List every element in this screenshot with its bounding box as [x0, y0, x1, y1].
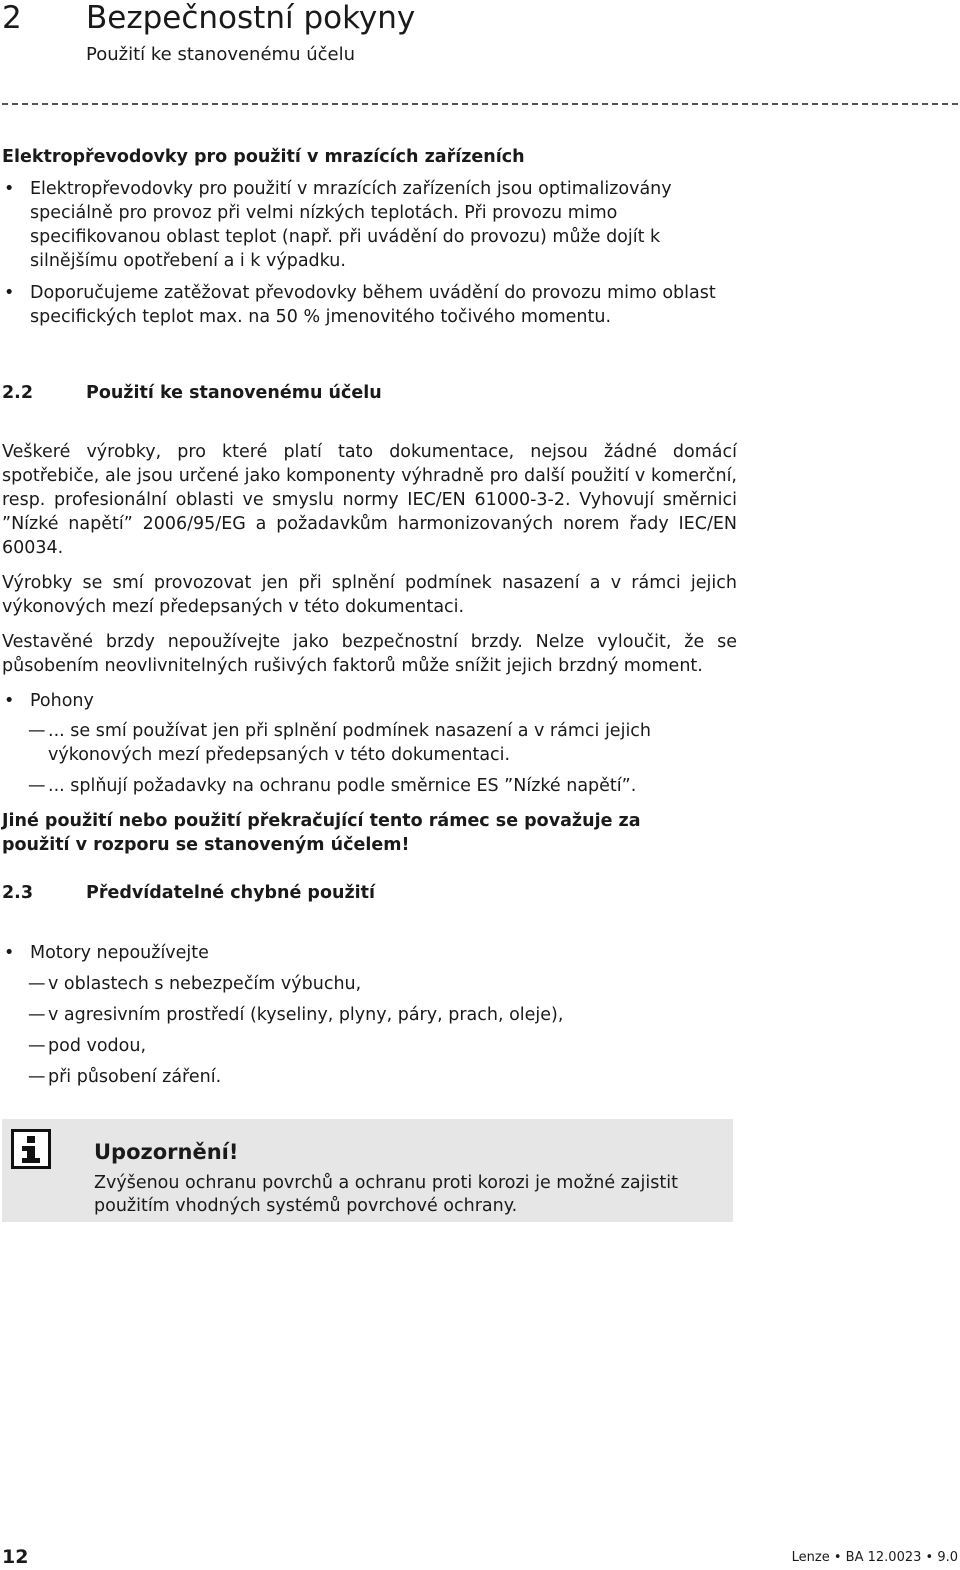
header-divider — [2, 103, 958, 105]
note-title: Upozornění! — [94, 1140, 239, 1164]
paragraph-brakes: Vestavěné brzdy nepoužívejte jako bezpečnostní brzdy. Nelze vyloučit, že se působením neovlivnitelných rušivých faktorů může snížit jejich brzdný moment. — [2, 632, 737, 676]
list-item: — v agresivním prostředí (kyseliny, plyny, páry, prach, oleje), — [2, 1003, 737, 1027]
section-2-3-number: 2.3 — [2, 883, 34, 903]
chapter-number: 2 — [2, 0, 22, 36]
section-2-2-body — [2, 440, 737, 857]
list-item: — pod vodou, — [2, 1034, 737, 1058]
freezing-heading: Elektropřevodovky pro použití v mrazících zařízeních — [2, 147, 525, 167]
page-number: 12 — [2, 1546, 29, 1568]
section-2-2-title: Použití ke stanovenému účelu — [86, 383, 382, 403]
section-2-3-body — [2, 941, 737, 1089]
info-icon — [11, 1129, 51, 1169]
section-2-3-title: Předvídatelné chybné použití — [86, 883, 375, 903]
list-item: — při působení záření. — [2, 1065, 737, 1089]
list-item: — ... se smí používat jen při splnění podmínek nasazení a v rámci jejich výkonových mezí předepsaných v této dokumentaci. — [2, 719, 737, 767]
list-item: • Pohony — [2, 689, 737, 713]
list-item: • Motory nepoužívejte — [2, 941, 737, 965]
note-text: Zvýšenou ochranu povrchů a ochranu proti korozi je možné zajistit použitím vhodných systémů povrchové ochrany. — [94, 1173, 678, 1216]
list-item: • Elektropřevodovky pro použití v mrazících zařízeních jsou optimalizovány speciálně pro provoz při velmi nízkých teplotách. Při provozu mimo specifikovanou oblast teplot (např. při uvádění do provozu) může dojít k silnějšímu opotřebení a i k výpadku. — [2, 177, 710, 273]
note-box — [2, 1119, 733, 1222]
chapter-title: Bezpečnostní pokyny — [86, 0, 416, 36]
list-item: — v oblastech s nebezpečím výbuchu, — [2, 972, 737, 996]
paragraph-scope: Veškeré výrobky, pro které platí tato dokumentace, nejsou žádné domácí spotřebiče, ale jsou určené jako komponenty výhradně pro další použití v komerční, resp. profesionální oblasti ve smyslu normy IEC/EN 61000-3-2. Vyhovují směrnici ”Nízké napětí” 2006/95/EG a požadavkům harmonizovaných norem řady IEC/EN 60034. — [2, 442, 737, 558]
paragraph-operation: Výrobky se smí provozovat jen při splnění podmínek nasazení a v rámci jejich výkonových mezí předepsaných v této dokumentaci. — [2, 573, 737, 617]
freezing-section — [2, 145, 737, 329]
warning-text: Jiné použití nebo použití překračující tento rámec se považuje za použití v rozporu se stanoveným účelem! — [2, 811, 641, 855]
list-item: • Doporučujeme zatěžovat převodovky během uvádění do provozu mimo oblast specifických teplot max. na 50 % jmenovitého točivého momentu. — [2, 281, 730, 329]
chapter-subtitle: Použití ke stanovenému účelu — [86, 44, 355, 65]
document-reference: Lenze • BA 12.0023 • 9.0 — [791, 1550, 958, 1565]
section-2-2-number: 2.2 — [2, 383, 34, 403]
list-item: — ... splňují požadavky na ochranu podle směrnice ES ”Nízké napětí”. — [2, 774, 737, 798]
